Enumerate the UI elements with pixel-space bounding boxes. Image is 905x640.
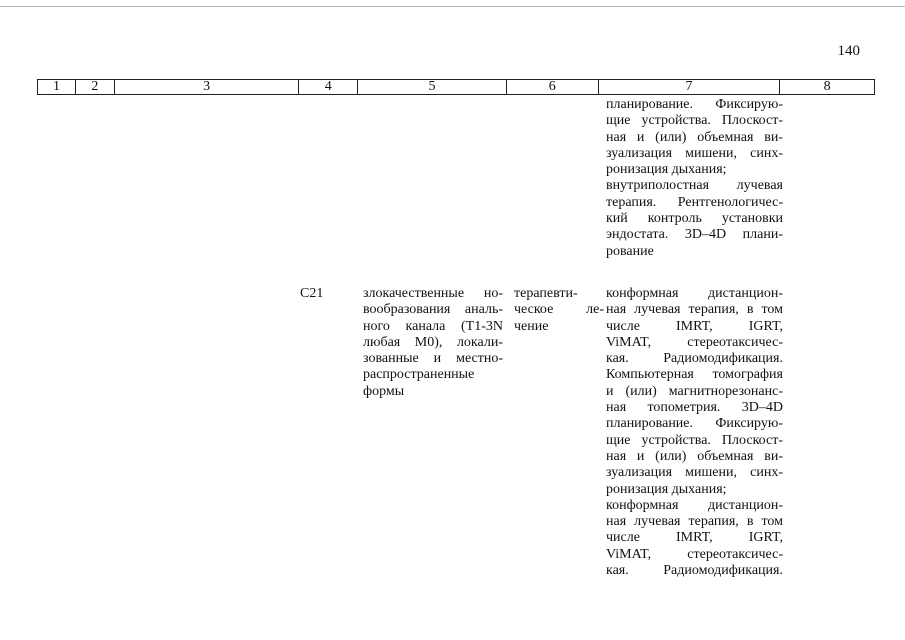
continuation-col7-text [606, 97, 783, 260]
text-line: числе IMRT, IGRT, [606, 318, 783, 334]
row-treatment-type-text [514, 286, 604, 335]
text-line: планирование. Фиксирую- [606, 97, 783, 112]
text-line: зуализация мишени, синх- [606, 145, 783, 161]
header-col-3: 3 [115, 80, 300, 94]
code-text: C21 [300, 286, 324, 301]
row-treatment-method-text [606, 286, 783, 579]
text-line: злокачественные но- [363, 286, 503, 301]
text-line: числе IMRT, IGRT, [606, 530, 783, 546]
text-line: ViMAT, стереотаксичес- [606, 546, 783, 562]
header-col-1: 1 [38, 80, 76, 94]
header-col-6: 6 [507, 80, 599, 94]
text-line: ная и (или) объемная ви- [606, 129, 783, 145]
text-line: ная лучевая терапия, в том [606, 302, 783, 318]
text-line: чение [514, 318, 549, 334]
text-line: формы [363, 383, 405, 399]
text-line: и (или) магнитнорезонанс- [606, 383, 783, 399]
header-col-5: 5 [358, 80, 507, 94]
text-line: вообразования аналь- [363, 302, 503, 318]
row-code [300, 286, 340, 302]
text-line: кий контроль установки [606, 211, 783, 227]
header-col-4: 4 [299, 80, 358, 94]
scan-top-rule [0, 6, 905, 7]
text-line: щие устройства. Плоскост- [606, 113, 783, 129]
text-line: конформная дистанцион- [606, 497, 783, 513]
text-line: рование [606, 243, 654, 259]
text-line: кая. Радиомодификация. [606, 563, 783, 579]
text-line: любая M0), локали- [363, 334, 503, 350]
page-number: 140 [837, 43, 860, 59]
text-line: конформная дистанцион- [606, 286, 783, 301]
text-line: Компьютерная томография [606, 367, 783, 383]
text-line: ViMAT, стереотаксичес- [606, 334, 783, 350]
row-diagnosis-text [363, 286, 503, 400]
text-line: терапия. Рентгенологичес- [606, 194, 783, 210]
text-line: ческое ле- [514, 302, 604, 318]
table-header-row [37, 79, 875, 95]
text-line: эндостата. 3D–4D плани- [606, 227, 783, 243]
text-line: ная и (или) объемная ви- [606, 448, 783, 464]
text-line: внутриполостная лучевая [606, 178, 783, 194]
text-line: ного канала (T1-3N [363, 318, 503, 334]
text-line: кая. Радиомодификация. [606, 351, 783, 367]
text-line: щие устройства. Плоскост- [606, 432, 783, 448]
header-col-2: 2 [76, 80, 115, 94]
text-line: ная топометрия. 3D–4D [606, 400, 783, 416]
header-col-8: 8 [823, 79, 831, 94]
text-line: планирование. Фиксирую- [606, 416, 783, 432]
text-line: терапевти- [514, 286, 578, 301]
text-line: ронизация дыхания; [606, 162, 727, 178]
text-line: зуализация мишени, синх- [606, 465, 783, 481]
text-line: распространенные [363, 367, 475, 383]
text-line: ронизация дыхания; [606, 481, 727, 497]
header-col-7: 7 [599, 80, 781, 94]
text-line: зованные и местно- [363, 351, 503, 367]
text-line: ная лучевая терапия, в том [606, 514, 783, 530]
